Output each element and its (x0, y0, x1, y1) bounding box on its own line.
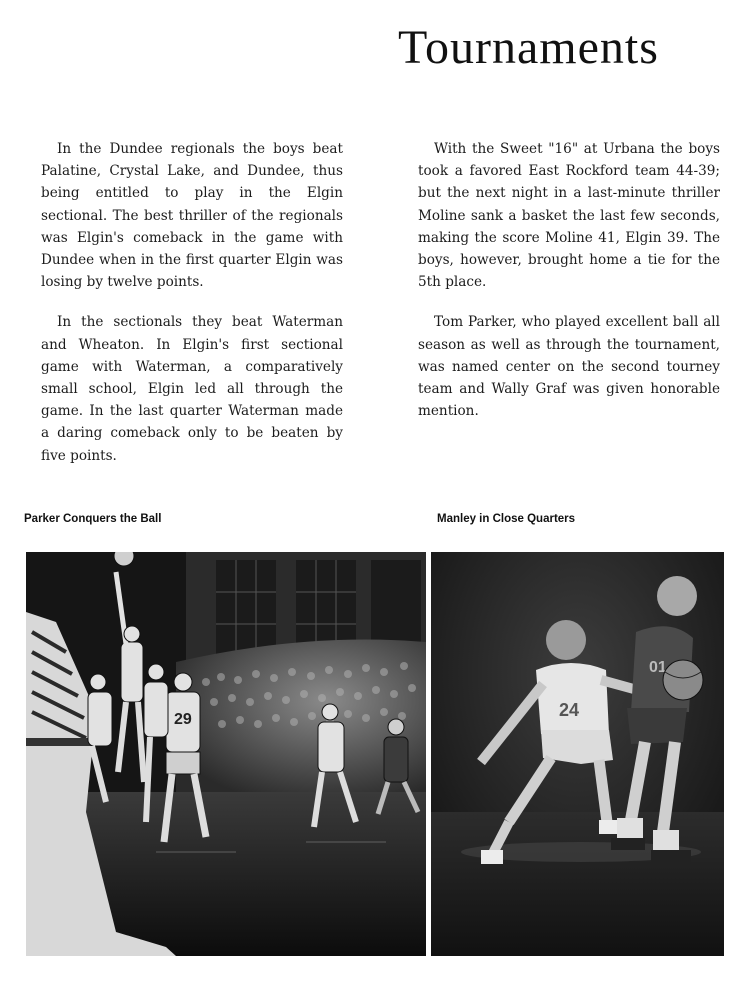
right-text-column (418, 138, 720, 440)
right-photo-caption: Manley in Close Quarters (437, 513, 576, 525)
left-photo-caption: Parker Conquers the Ball (24, 513, 162, 525)
left-jersey-number: 29 (174, 711, 192, 728)
left-basketball-photo (26, 552, 426, 956)
left-text-column (41, 138, 343, 485)
svg-text:01: 01 (649, 659, 667, 676)
left-photo-illustration (26, 552, 426, 956)
right-photo-illustration (431, 552, 724, 956)
right-paragraph-2: Tom Parker, who played excellent ball all season as well as through the tournament, was named center on the second tourney team and Wally Graf was given honorable mention. (418, 314, 720, 420)
right-paragraph-1: With the Sweet "16" at Urbana the boys took a favored East Rockford team 44-39; but the next night in a last-minute thriller Moline sank a basket the last few seconds, making the score Moline 41, Elgin 39. The boys, however, brought home a tie for the 5th place. (418, 141, 720, 291)
right-basketball-photo (431, 552, 724, 956)
left-paragraph-1: In the Dundee regionals the boys beat Palatine, Crystal Lake, and Dundee, thus being entitled to play in the Elgin sectional. The best thriller of the regionals was Elgin's comeback in the game with Dundee when in the first quarter Elgin was losing by twelve points. (41, 141, 343, 291)
right-jersey-number: 24 (559, 700, 580, 720)
page-title: Tournaments (398, 21, 659, 74)
left-paragraph-2: In the sectionals they beat Waterman and Wheaton. In Elgin's first sectional game with Waterman, a comparatively small school, Elgin led all through the game. In the last quarter Waterman made a daring comeback only to be beaten by five points. (41, 314, 343, 464)
